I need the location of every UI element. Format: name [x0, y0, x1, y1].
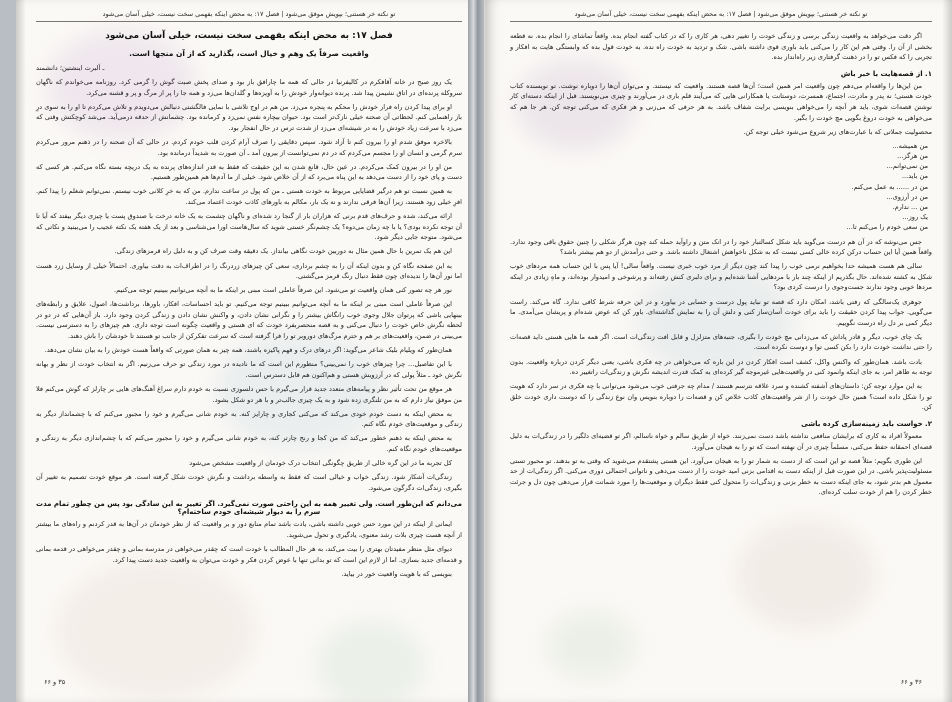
running-head-right: تو نکته خر هستنی؛ بپویش موفق می‌شود | فصل ۱۷: به محض اینکه بفهمی سخت نیست، خیلی آسان می‌شود	[510, 10, 932, 22]
folio-right: ۳۶ و ۶۶	[900, 678, 922, 686]
paragraph: ایمانی از اینکه در این مورد حس خوبی داشته باشی، یادت باشد تمام منابع دور و بر واقعیت که از نظر خودمان در آن‌ها به قدر کردنم و راه‌های ما بیشتر از آنچه هست چیزی بلات رشد معنوی، یادگیری و تحول می‌شوید.	[36, 520, 462, 539]
page-right	[486, 0, 952, 702]
list-item: من ... ندارم.	[892, 202, 928, 211]
paragraph: به این موارد توجه کن: داستان‌های آشفته کشنده و سرد علاقه نترسم هستند / مدام چه جرفتی خوب می‌شود می‌توانی با چه فکری در سر دارد که هویت تو را شکل داده است؟ همین حال خودت را از شر واقعیت‌های کاذب خلاص کن و قصه‌ات را دوباره بنویس وان نوع زندگی را که دوست داری خودت خلق کن.	[510, 382, 932, 412]
epigraph: واقعیت صرفاً یک وهم و خیال است، بگذارید که از آن منجها است.	[129, 49, 369, 58]
subheading: ۱. از قصه‌هایت با خبر باش	[840, 69, 932, 78]
page-left	[16, 0, 486, 702]
list-item: من هرگز...	[897, 151, 928, 160]
paragraph: به این صفحه نگاه کن و بدون اینکه آن را به چشم برداری، سعی کن چیزهای زردرنگ را در اطراف‌ات به دقت بیاوری. احتمالاً خیلی از وسایل زرد هست اما نور آن‌ها را ندیده‌ای چون فقط دنبال رنگ قرمز می‌گشتی.	[36, 261, 462, 281]
paragraph: بنویسی که با هویت واقعیت خور در بیاید.	[341, 569, 452, 578]
list-item: من در ...... به عمل می‌کنم.	[851, 182, 928, 191]
paragraph: همان‌طور که ویلیام بلیک شاعر می‌گوید: اگر درهای درک و فهم پاکیزه باشند، همه چیز به همان صورتی که واقعاً هست خودش را به بیان نشان می‌دهد.	[44, 346, 452, 355]
chapter-title: فصل ۱۷: به محض اینکه بفهمی سخت نیست، خیلی آسان می‌شود	[105, 31, 393, 41]
paragraph: جوهری یک‌سالگی که رفتی باشد، امکان دارد که قصه تو نباید پول درست و حسابی در بیاورد و در این حرفه شرط کافی ندارد. گاه می‌کند. راست می‌گویی. جواب پیدا کردن حقیقت را باید برای خودت آسان‌ساز کنی و دلش آن را به نمایش‌ گذاشته‌ای. باور کن که عوض شده‌ام و پریشان می‌آمدی. ما دیگر کمی بر دل راه درست نگوییم.	[510, 297, 932, 327]
paragraph: او برای پیدا کردن راه فرار خودش را محکم به پنجره می‌زد. من هم در اوج تلاشی با نمایی فالگشتی دنبالش می‌دویدم و تلاش می‌کردم تا او را به سوی درِ باز راهنمایی کنم. لحظاتی آن صحنه خیلی نازک‌تر است بود. حیوان بیچاره نفس نمی‌زد و کرمانده بود. چشمانش از حدقه درمی‌آید. می‌شد کوچکتش وقتی که می‌زد با سرعت زیاد خودش را به در شیشه‌ای می‌زد از شدت ترس در حال انفجار بود.	[35, 102, 462, 132]
paragraph: یک روز صبح در خانه آقافکرم در کالیفرنیا در حالی که همه ما چارافق باز بود و صدای پخش صبت گوش را گرمی کرد. روزنامه می‌خواندم که ناگهان سروکله پرنده‌ای در اتاق نشیمن پیدا شد. پرنده دیوانه‌وار خودش را به آویزه‌ها و گلدان‌ها می‌زد و همه جا را پر از مرگ و پر و قشنه می‌کرد.	[36, 78, 462, 97]
list-item: من در آرزوی...	[886, 192, 928, 201]
paragraph: ارائه می‌کند، شده و حرف‌های قدم برنی که هزاران بار از گنجا رد شده‌ای و ناگهان چشمت به یک خانه درخت با صندوق پست یا چیزی دیگر بیفتد که آیا تا آن توجه نکرده بودی؟ یا با چه زمان می‌دوه؟ یک چشم‌نگر خستی شوید که سال‌هاست اورا می‌شناسی و بعد از یک هفته یک نکته عجیب را می‌بینید و نکاتی که می‌شود. متوجه جایی دیگر شود.	[36, 212, 462, 242]
paragraph: دیوای مثل منظر مفیدتان بهتری را بیت می‌کند، به هر حال المطالب با خودت است که چقدر می‌خواهی در مدرسه بمانی و چقدر می‌خواهی در قدمه بمانی و قدمه‌ای جدید بسازی. اما از لازم این است که تو بدانی تنها با عوض کردن فکر و خودت می‌توان به واقعیت جدید دست پیدا کرد.	[36, 544, 462, 564]
paragraph: این هم یک تمرین با حال همین مثال به دوربین خودت نگاهی بیانداز. یک دقیقه وقت صرف کن و به دلیل راه قرمزهای زندگی.	[114, 247, 452, 256]
book-gutter	[468, 0, 484, 702]
list-item: من همیشه...	[892, 141, 928, 150]
paragraph: معمولاً افراد به کاری که برایشان منافعی نداشته باشد دست نمی‌زنند. خواه از طریق سالم و خواه ناسالم، اگر تو قضیه‌ای دلگیر را در زندگی‌ات به دلیل قصه‌ای احمقانه حفظ می‌کنی، مسلماً چیزی در آن نهفته است که تو را به هیجان می‌آورد.	[510, 431, 932, 451]
paragraph: به همین نسبت تو هم درگیر قضایایی مربوط به خودت هستی ـ من که پول در ساعت ندارم. من که به خرِ کلانی خوب نیستم. نمی‌توانم شغلم را پیدا کنم. افرِ خیلی زود هستند، زیرا آن‌ها فرقی ندارند و نه یک بار، مکالم به باورهای کاذب خودت اعتماد می‌کند.	[36, 187, 462, 207]
epigraph-attribution: ـ آلبرت اینشتین؛ دانشمند	[36, 64, 105, 72]
list-item: من باید...	[901, 172, 928, 181]
page-edge-shadow	[942, 0, 952, 702]
paragraph: من او را در بیرون کمک می‌کردم. در عین حال، قانع شدن به این حقیقت که فقط به قدر اندازه‌های پرنده به یک دریچه بسته نگاه می‌کنم. هر کسی که دست و پای خود را از دست می‌دهد به این پناه می‌برد که از آن خلاص شود. خیلی از ما آدم‌ها هم همین‌طور هستیم.	[36, 162, 462, 182]
paragraph: این صرفاً عاملی است مبنی بر اینکه ما به آنچه می‌توانیم ببینیم توجه می‌کنیم. تو باید احساسات، افکار، باورها، برداشت‌ها، اصول، علایق و رابطه‌های بینهایی باشی که پرتوان جلال وجوی خوب رانگاش بیشتر را و نگرانی نشان دادن، و واکنش نشان دادن و زندگی کردن وجود دارد. باز آن‌هایی که در دو در لحظه نگرش خاص خودت را دنبال می‌کنی و به قصه منحصربفرد خودت که ای هستی و واقعیت چگونه است توجه داری. هم چیزهای را به دسترسی نیست. می‌بینی در ضمن، واقعیت‌های بر هم و حترم مرگ‌های دوروبر تو را فرا گرفته است که سرعت تفکرکن از جانب تو هستند تا خودشان را باش دهند.	[36, 300, 462, 341]
paragraph: جس می‌نوشه که در آن هم درست می‌گوید باید شکل کسالتبار خود را در انک متن و راوآید حمله کند چون هرگز شکلی را چنین حقوق باقی وجود ندارد. واقعاً همین آیا این حساب درکن کرده خالی کسی نیست که به شکل ناخواهش اشتغال داشته باشد. و حتی درآمدش از دو هم بیشتر باشد؟	[510, 237, 932, 257]
phrase-list	[510, 141, 932, 233]
paragraph: بادت باشد. همان‌طور که واکنس واکل، کشف است افکار کردن در این باره که می‌خواهی در چه فکری باشی، یعنی دیگر کردن درباره واقعیت. بدون توجه به ظاهر امر، به جای اینکه وانمود کنی در واقعیت‌هایی غیرموجه گیر کرده‌ای به کمک قدرت اندیشه نگرش و زندگی‌ات راتغییر ده.	[510, 357, 932, 377]
paragraph: سالی هم هست همیشه حدا بخواهیم نرمی خوب را پیدا کند چون دیگر از مرد خوب خبری نیست. واقعاً سالی! آیا پس با این حساب همه مردهای خوب شکل به کشته شده‌اند. حال بگذریم از اینکه چند بار با مردهایی آشنا شده‌ایم و برای دلبری کنش رفته‌اند و پرشوخی و امیدوار بوده‌اند، و ماهِ زیادی در اینکه مردها خوبی وجود ندارند جست‌وجوی را درست کردی بود؟	[510, 262, 932, 292]
paragraph: اگر دقت می‌خواهد به واقعیت زندگی برسی و زندگی خودت را تغییر دهی، هر کاری را که در کتاب گفته انجام بده. واقعاً تماشای را انجام بده. نه قطعه بخشی از آن را. وقتی هم این کار را می‌کنی باید باوری قوی داشته باشی. شک و تردید به خودت راه نده. به خودت قول بده که وابستگی هایت به افکار و تجربی را که فکس تو را در ذهنت گرفتاری زیر راه‌انداز بده.	[510, 32, 932, 62]
paragraph: زندگی‌ات آشکار شود. زندگی خواب و خیالی است که فقط به واسطه برداشت و نگرش خودت شکل گرفته است. هر موقع خودت تصمیم به تغییر آن بگیری، زندگی‌ات دگرگون می‌شود.	[36, 473, 462, 492]
paragraph: کل تجربه ما در این گره خالی از طریق چگونگی انتخاب درک خودمان از واقعیت مشخص می‌شود	[189, 459, 452, 467]
paragraph: بالاخره موفق شدم او را بیرون کنم تا آزاد شود. سپس دقایقی را صرف آرام کردن قلب خودم کردم. در حالی که آن صحنه را در ذهنم مرور می‌کردم سرم گرمی و انسان او را مجسم می‌کردم که در دم نمی‌توانست از بیرون آمد ـ آن صورت به شدیداً‌ درمانده بود.	[36, 138, 462, 157]
paragraph: محصولیت جملاتی که با عبارت‌های زیر شروع می‌شود خیلی توجه کن.	[743, 127, 932, 136]
paragraph: این طوری بگویم: مثلاً قصه تو این است که از دست به شمار تو را به هیجان می‌آورد. این هستی پشتقدم می‌شوید که وقتی به تو بدهند. تو محبور تستی مسئولیت‌پذیر باشی. در این صورت قبل از اینکه دست به اقدامی بزنی امید خودت را از دست می‌دهی و ناتوانی احتمالی دوری می‌کنی. اگر زندگی‌ات از حد معمول هم بدتر شود، به جای اینکه دست به خطر بزنی و زندگی‌ات را متحول کنی فقط دیگران و موقعیت‌ها را مورد شماتت قرار می‌دهی چون دل و جرئت خطر کردن را هم از خودت سلب کرده‌ای.	[510, 456, 932, 497]
folio-left: ۳۵ و ۶۶	[44, 678, 66, 686]
list-item: من سعی خودم را می‌کنم تا...	[846, 223, 928, 232]
paragraph: به محض اینکه به ذهنم خطور می‌کند که من کجا و رنج چارتر کنه، به خودم شانی می‌گیرم و خود را مجبور می‌کنم که با چشم‌اندازی دیگر به زندگی و موقعیت‌های خودم نگاه کنم.	[36, 434, 462, 453]
paragraph: با این تفاصیل... چرا چیزهای خوب را نمی‌بینی؟ منظورم این است که ما نادیده در مورد زندگی تو حرف می‌زنیم. اگر به انتخاب خودت از نظر و بهانه نگرش خود ـ مثلاً پولی که در آرزویش هستی و هم‌اکنون هم قابل دسترس است.	[36, 360, 462, 379]
subheading: ۲. خواست باید زمینه‌سازی کرده باشی	[801, 419, 932, 428]
paragraph: یک چای خوب، دیگر و قادر پاداش که می‌زدانی مچ خودت را بگیری، جنبه‌های متزلزل و قابل افت زندگی‌ات است. اگر همه ما هایی هستی داید قصه‌ات را حتی نداشت خودت دارد را بکن کسی توا و دوست نکرده است.	[510, 332, 932, 352]
paragraph: نور هر چه تصور کنی همان واقعیت تو می‌شود. این صرفاً عاملی است مبنی بر اینکه ما به آنچه می‌توانیم ببینیم توجه می‌کنیم.	[114, 286, 452, 295]
paragraph: به محض اینکه به دست خودم خودی می‌کند که می‌کنی کجاری و چارایز کنه. به خودم شانی می‌گیرم و خود را مجبور می‌کنم که با چشمانداز دیگر به زندگی و موقعیت‌های خودم نگاه کنم.	[36, 409, 462, 429]
list-item: من نمی‌توانم...	[886, 162, 928, 171]
subheading: می‌دانم که این‌طور است. ولی تغییر همه به این راحتی صورت نمی‌گیرد. اگر تغییر به این سادگی بود پس من چطور تمام مدت سرم را به دیوار شیشه‌ای خودم ساخته‌ام؟	[36, 500, 462, 517]
page-edge-shadow	[16, 0, 26, 702]
running-head-left: تو نکته خر هستنی؛ بپویش موفق می‌شود | فصل ۱۷: به محض اینکه بفهمی سخت نیست، خیلی آسان می‌شود	[36, 10, 462, 22]
paragraph: من این‌ها را واقعه‌ام می‌دهم چون واقعیت امر همین است؛ آن‌ها قصه هستند. واقعیت که نیستند. و می‌توان آن‌ها را دوباره نوشت. تو نویسنده کتاب خودت هستی؛ نه پدر و مادرت، اجتماع، همسرت، دوستانت یا همکارانی هایی که می‌آیند قلم باری در می‌آورند و چیزی می‌نویسند. قبل از اینکه دسته‌ای کار نوشتن قصه‌ات شوی، باید هر آنچه را می‌خواهی بنویسی برایت شفاف باشد. به هر حرفی که می‌زنی و هر فکری که می‌کنی توجه کن. هر جا هم که می‌خواهی به خودت دروغ بگویی مچ خودت را بگیر.	[510, 81, 932, 122]
list-item: یک روز...	[902, 213, 928, 222]
paragraph: هر موقع من تحت تأثیر نظر و پیامه‌های متعدد جدید قرار می‌گیرم با حس دلسوزی نسبت به خودم دارم سراغ آهنگ‌های هایی بر چارلز که گوش می‌کنم فلا من موفق نیاز دارم که به من تلنگری زده شود و به یک چیزی جالب‌تر و با هر دو شکل بشود.	[36, 384, 462, 404]
